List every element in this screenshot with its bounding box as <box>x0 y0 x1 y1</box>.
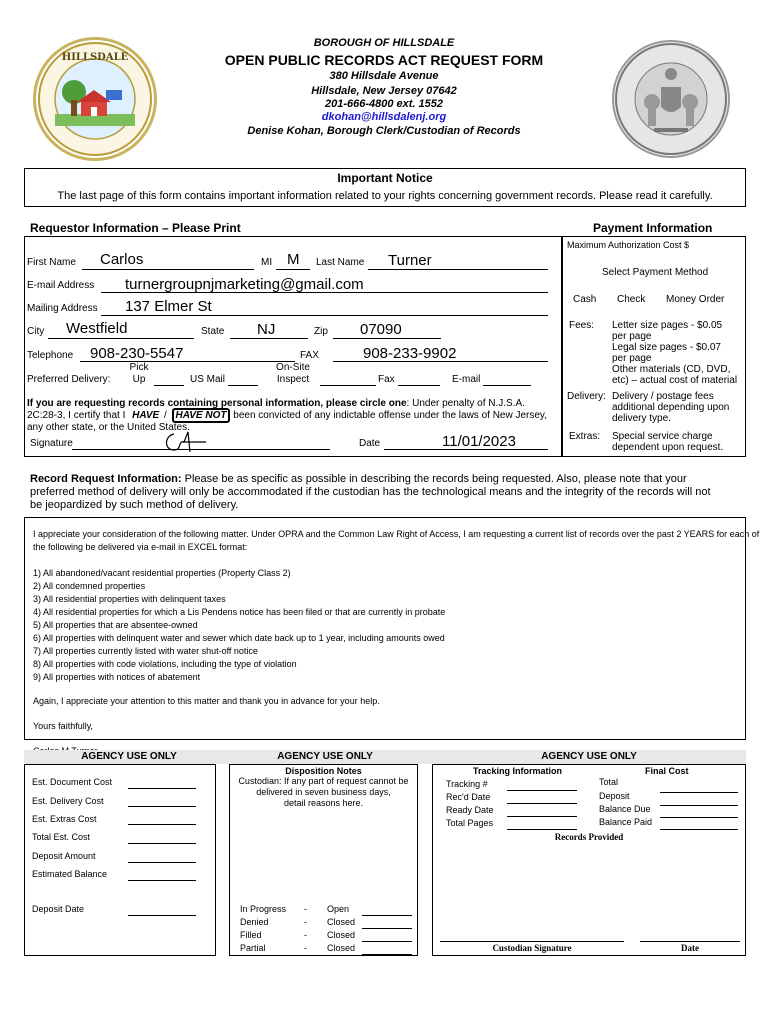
zip-label: Zip <box>314 326 328 337</box>
disposition-instructions: Custodian: If any part of request cannot be delivered in seven business days, detail reasons here. <box>238 776 409 808</box>
certification-line-3: any other state, or the United States. <box>27 422 190 433</box>
state-field[interactable]: NJ <box>257 321 276 338</box>
last-name-field[interactable]: Turner <box>388 252 432 269</box>
list-item: 9) All properties with notices of abatement <box>33 672 201 682</box>
recd-date-label: Rec'd Date <box>446 792 491 802</box>
balance-due-label: Balance Due <box>599 804 651 814</box>
phone: 201-666-4800 ext. 1552 <box>324 98 444 110</box>
mailing-address-label: Mailing Address <box>27 303 98 314</box>
onsite-label-top: On-Site <box>276 362 310 373</box>
disposition-title: Disposition Notes <box>285 766 362 776</box>
notice-text: The last page of this form contains important information related to your rights concerning government records. Please read it carefully. <box>57 190 713 202</box>
date-label: Date <box>359 438 381 449</box>
total-pages-label: Total Pages <box>446 818 494 828</box>
email-link[interactable]: dkohan@hillsdalenj.org <box>321 111 447 123</box>
list-item: 1) All abandoned/vacant residential properties (Property Class 2) <box>33 568 291 578</box>
fax-option-blank[interactable] <box>398 385 440 386</box>
total-est-cost-label: Total Est. Cost <box>32 832 91 842</box>
deposit-date-field[interactable] <box>128 915 196 916</box>
max-authorization-cost: Maximum Authorization Cost $ <box>567 240 690 250</box>
telephone-label: Telephone <box>27 350 74 361</box>
mi-field[interactable]: M <box>287 251 300 268</box>
ready-date-label: Ready Date <box>446 805 494 815</box>
agency-header-1: AGENCY USE ONLY <box>81 751 177 762</box>
list-item: 6) All properties with delinquent water and sewer which date back up to 1 year, including amounts owed <box>33 633 445 643</box>
status-closed-partial-field[interactable] <box>362 954 412 955</box>
est-extras-cost-field[interactable] <box>128 824 196 825</box>
borough-name: BOROUGH OF HILLSDALE <box>313 37 455 49</box>
request-items-list <box>33 567 445 684</box>
notice-heading: Important Notice <box>337 171 433 185</box>
fax-field[interactable]: 908-233-9902 <box>363 345 457 362</box>
city-label: City <box>27 326 45 337</box>
zip-field[interactable]: 07090 <box>360 321 402 338</box>
status-partial: Partial <box>240 943 266 953</box>
first-name-label: First Name <box>27 257 76 268</box>
status-open: Open <box>327 904 350 914</box>
status-dash: - <box>304 930 307 940</box>
status-closed-partial: Closed <box>327 943 356 953</box>
payment-heading: Payment Information <box>593 221 713 235</box>
final-deposit-field[interactable] <box>660 805 738 806</box>
email-address-field[interactable]: turnergroupnjmarketing@gmail.com <box>125 276 364 293</box>
telephone-field[interactable]: 908-230-5547 <box>90 345 184 362</box>
mailing-address-field[interactable]: 137 Elmer St <box>125 298 212 315</box>
balance-paid-field[interactable] <box>660 829 738 830</box>
select-payment-method: Select Payment Method <box>602 267 709 278</box>
certification-line-2: 2C:28-3, I certify that I HAVE / HAVE NOT been convicted of any indictable offense under the laws of New Jersey, <box>27 410 547 421</box>
delivery-label: Delivery: <box>567 391 606 402</box>
request-intro: I appreciate your consideration of the following matter. Under OPRA and the Common Law Right of Access, I am requesting a current list of records over the past 2 YEARS for each of the following be delivered via e-mail in EXCEL format: <box>33 529 760 552</box>
custodian-signature-line[interactable] <box>440 941 624 942</box>
list-item: 7) All properties currently listed with water shut-off notice <box>33 646 258 656</box>
extras-label: Extras: <box>569 431 601 442</box>
list-item: 3) All residential properties with delinquent taxes <box>33 594 226 604</box>
custodian-signature-label: Custodian Signature <box>492 943 572 953</box>
pickup-blank[interactable] <box>154 385 184 386</box>
deposit-date-label: Deposit Date <box>32 904 85 914</box>
est-document-cost-field[interactable] <box>128 788 196 789</box>
list-item: 8) All properties with code violations, including the type of violation <box>33 659 297 669</box>
status-dash: - <box>304 904 307 914</box>
final-cost-title: Final Cost <box>645 766 689 776</box>
email-address-label: E-mail Address <box>27 280 95 291</box>
deposit-amount-field[interactable] <box>128 862 196 863</box>
signature-scribble[interactable] <box>160 428 230 454</box>
onsite-label-bottom: Inspect <box>276 374 310 385</box>
estimated-balance-label: Estimated Balance <box>32 869 108 879</box>
request-closing: Again, I appreciate your attention to this matter and thank you in advance for your help. <box>33 696 380 706</box>
payment-check[interactable]: Check <box>617 294 646 305</box>
email-option-blank[interactable] <box>483 385 531 386</box>
total-est-cost-field[interactable] <box>128 843 196 844</box>
address-line-2: Hillsdale, New Jersey 07642 <box>311 85 457 97</box>
city-field[interactable]: Westfield <box>66 320 128 337</box>
est-delivery-cost-field[interactable] <box>128 806 196 807</box>
fees-details: Letter size pages - $0.05 per page Legal size pages - $0.07 per page Other materials (CD, DVD, etc) – actual cost of material <box>612 320 738 386</box>
list-item: 4) All residential properties for which a Lis Pendens notice has been filed or that are currently in probate <box>33 607 446 617</box>
tracking-number-label: Tracking # <box>446 779 488 789</box>
tracking-number-field[interactable] <box>507 790 577 791</box>
list-item: 2) All condemned properties <box>33 581 146 591</box>
clerk-name: Denise Kohan, Borough Clerk/Custodian of Records <box>247 125 521 137</box>
fax-option-label: Fax <box>378 374 395 385</box>
status-closed-filled: Closed <box>327 930 356 940</box>
hillsdale-borough-seal <box>33 37 157 161</box>
request-yours: Yours faithfully, <box>33 721 94 731</box>
new-jersey-state-seal <box>612 40 730 158</box>
agency-header-3: AGENCY USE ONLY <box>541 751 637 762</box>
fees-label: Fees: <box>569 320 595 331</box>
custodian-date-label: Date <box>681 943 699 953</box>
est-extras-cost-label: Est. Extras Cost <box>32 814 97 824</box>
fax-label: FAX <box>300 350 319 361</box>
est-delivery-cost-label: Est. Delivery Cost <box>32 796 104 806</box>
last-name-label: Last Name <box>316 257 365 268</box>
have-option[interactable]: HAVE <box>132 410 160 421</box>
have-not-option-circled[interactable]: HAVE NOT <box>172 408 231 423</box>
recd-date-field[interactable] <box>507 803 577 804</box>
address-line-1: 380 Hillsdale Avenue <box>329 70 439 82</box>
total-pages-field[interactable] <box>507 829 577 830</box>
email-option-label: E-mail <box>452 374 481 385</box>
extras-details: Special service charge dependent upon request. <box>612 431 724 453</box>
mi-label: MI <box>261 257 273 268</box>
record-request-instructions: Record Request Information: Please be as specific as possible in describing the records being requested. Also, please note that your preferred method of delivery will only be accommodated if the custodian has the technological means and the integrity of the records will not be jeopardized by such method of delivery. <box>30 473 711 511</box>
balance-due-field[interactable] <box>660 817 738 818</box>
custodian-date-line[interactable] <box>640 941 740 942</box>
final-total-label: Total <box>599 777 619 787</box>
form-title: OPEN PUBLIC RECORDS ACT REQUEST FORM <box>224 52 544 68</box>
payment-cash[interactable]: Cash <box>573 294 597 305</box>
signature-label: Signature <box>30 438 73 449</box>
status-dash: - <box>304 917 307 927</box>
status-open-field[interactable] <box>362 915 412 916</box>
list-item: 5) All properties that are absentee-owned <box>33 620 198 630</box>
requestor-heading: Requestor Information – Please Print <box>30 221 241 235</box>
records-provided-label: Records Provided <box>554 832 624 842</box>
status-denied: Denied <box>240 917 269 927</box>
status-dash: - <box>304 943 307 953</box>
pickup-label-top: Pick <box>129 362 149 373</box>
deposit-amount-label: Deposit Amount <box>32 851 96 861</box>
status-closed-denied-field[interactable] <box>362 928 412 929</box>
status-closed-filled-field[interactable] <box>362 941 412 942</box>
svg-text:HILLSDALE: HILLSDALE <box>61 52 129 63</box>
final-total-field[interactable] <box>660 792 738 793</box>
certification-line-1: If you are requesting records containing personal information, please circle one: Under penalty of N.J.S.A. <box>27 398 525 409</box>
us-mail-blank[interactable] <box>228 385 258 386</box>
onsite-blank[interactable] <box>320 385 376 386</box>
preferred-delivery-label: Preferred Delivery: <box>27 374 111 385</box>
us-mail-label: US Mail <box>190 374 226 385</box>
status-filled: Filled <box>240 930 262 940</box>
status-closed-denied: Closed <box>327 917 356 927</box>
date-field[interactable]: 11/01/2023 <box>442 433 516 450</box>
payment-money-order[interactable]: Money Order <box>666 294 725 305</box>
balance-paid-label: Balance Paid <box>599 817 653 827</box>
est-document-cost-label: Est. Document Cost <box>32 777 113 787</box>
status-in-progress: In Progress <box>240 904 287 914</box>
pickup-label-bottom: Up <box>132 374 146 385</box>
estimated-balance-field[interactable] <box>128 880 196 881</box>
state-label: State <box>201 326 225 337</box>
tracking-title: Tracking Information <box>473 766 563 776</box>
agency-header-2: AGENCY USE ONLY <box>277 751 373 762</box>
final-deposit-label: Deposit <box>599 791 630 801</box>
first-name-field[interactable]: Carlos <box>100 251 144 268</box>
delivery-details: Delivery / postage fees additional depending upon delivery type. <box>612 391 730 424</box>
ready-date-field[interactable] <box>507 816 577 817</box>
